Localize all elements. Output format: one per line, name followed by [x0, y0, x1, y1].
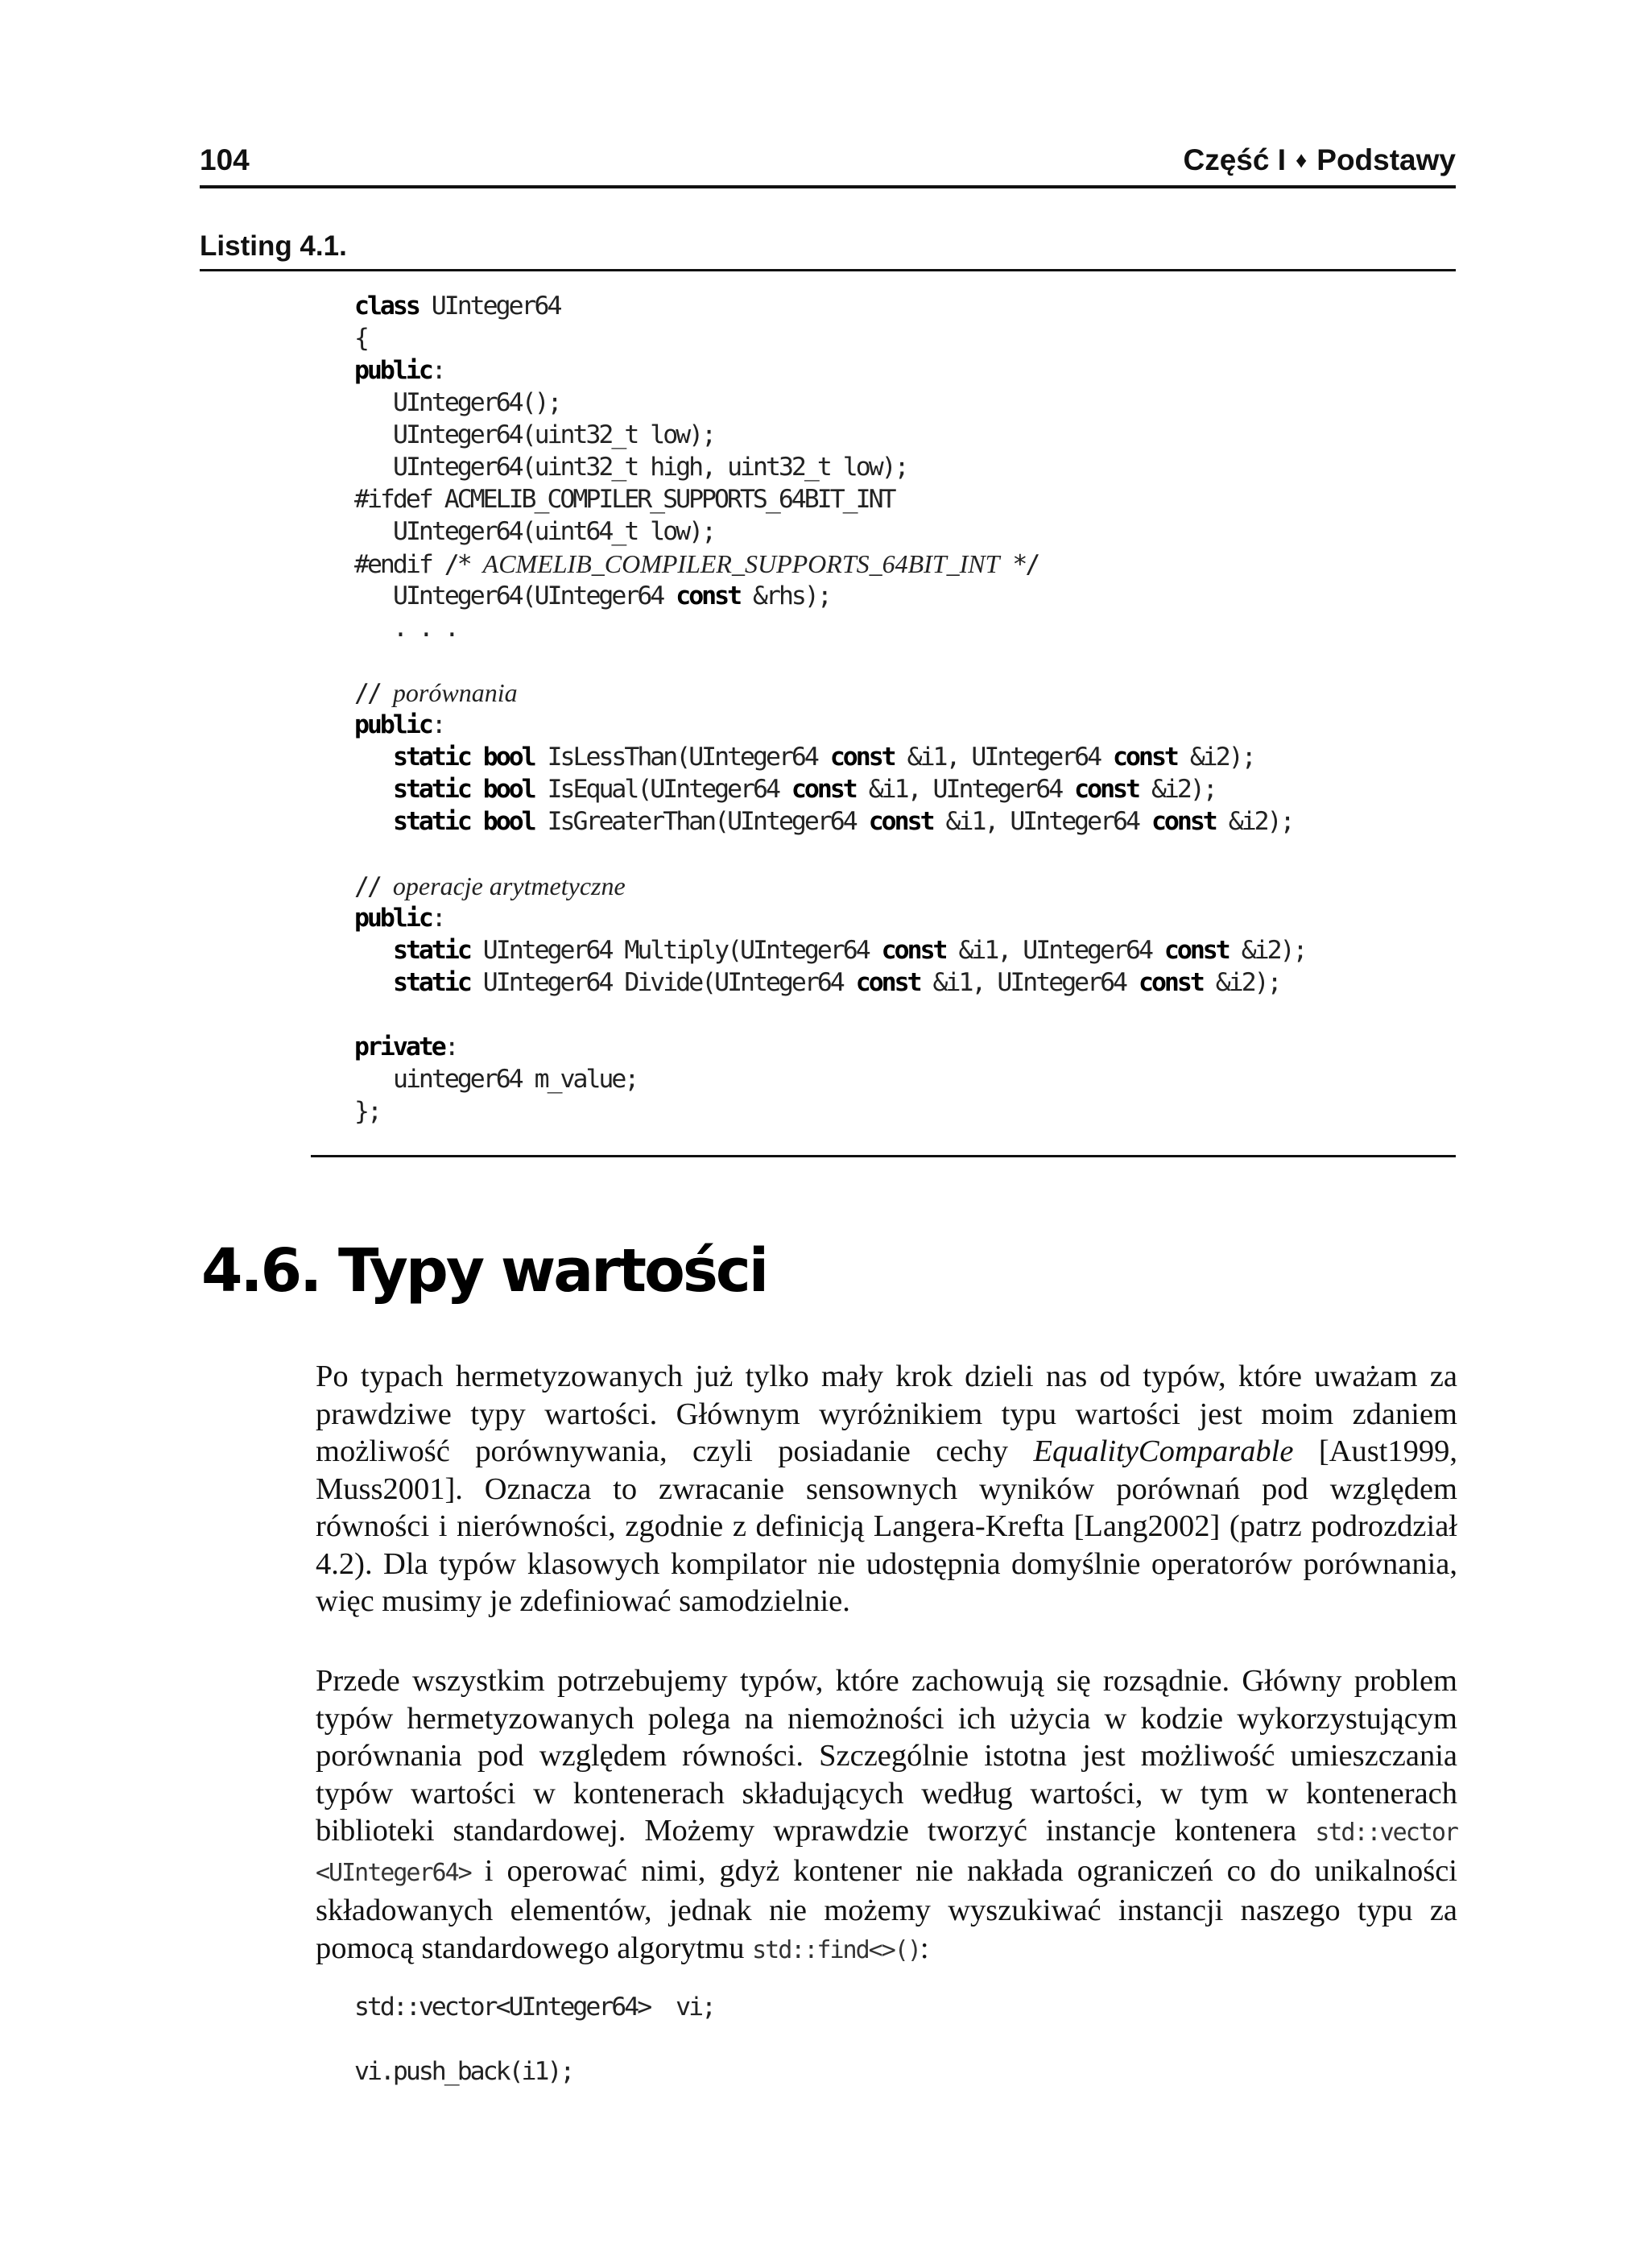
code-line	[354, 2023, 714, 2055]
body-paragraph-1	[316, 1358, 1457, 1620]
code-text	[470, 807, 483, 836]
code-text	[470, 743, 483, 772]
listing-title: Listing 4.1.	[200, 230, 347, 262]
inline-code: std::vector <UInteger64>	[316, 1819, 1457, 1887]
code-line	[354, 838, 1306, 870]
code-line	[354, 644, 1306, 677]
code-keyword: public	[354, 904, 432, 933]
code-line	[354, 387, 1306, 419]
part-title: Podstawy	[1316, 143, 1456, 176]
code-keyword: const	[676, 581, 741, 610]
code-text: &i2);	[1202, 968, 1280, 997]
code-text: :	[431, 356, 444, 385]
part-label: Część I	[1183, 143, 1286, 176]
code-keyword: bool	[482, 807, 535, 836]
code-keyword: private	[354, 1033, 444, 1062]
code-line	[354, 677, 1306, 709]
code-line	[354, 934, 1306, 966]
code-comment: porównania	[392, 678, 518, 707]
code-line	[354, 354, 1306, 387]
code-text: UInteger64	[418, 292, 560, 321]
code-keyword: const	[1138, 968, 1203, 997]
code-text: UInteger64();	[393, 388, 560, 417]
code-text: &i1, UInteger64	[855, 775, 1075, 804]
code-keyword: bool	[482, 743, 535, 772]
code-text	[470, 775, 483, 804]
code-text: IsGreaterThan(UInteger64	[534, 807, 869, 836]
code-text: &i2);	[1176, 743, 1254, 772]
code-text: &i2);	[1138, 775, 1216, 804]
code-text: UInteger64 Divide(UInteger64	[469, 968, 856, 997]
code-text: &i2);	[1215, 807, 1293, 836]
code-line	[354, 1063, 1306, 1095]
code-line	[354, 966, 1306, 999]
code-line	[354, 773, 1306, 805]
code-line	[354, 451, 1306, 483]
code-keyword: const	[791, 775, 856, 804]
code-text: */	[999, 550, 1039, 579]
code-text: UInteger64(uint64_t low);	[393, 517, 715, 546]
listing-code-block	[354, 290, 1306, 1128]
code-text: //	[354, 679, 393, 708]
code-text: UInteger64 Multiply(UInteger64	[469, 936, 882, 965]
emphasis-text: EqualityComparable	[1033, 1434, 1294, 1468]
code-text: UInteger64(UInteger64	[393, 581, 676, 610]
code-keyword: static	[393, 807, 470, 836]
code-text: . . .	[393, 614, 457, 643]
code-text: IsEqual(UInteger64	[534, 775, 791, 804]
code-keyword: const	[855, 968, 920, 997]
listing-caption	[200, 227, 1456, 271]
code-line	[354, 290, 1306, 322]
code-line	[354, 902, 1306, 934]
code-line	[354, 870, 1306, 902]
code-keyword: const	[829, 743, 895, 772]
code-text: &rhs);	[740, 581, 830, 610]
code-text: UInteger64(uint32_t low);	[393, 420, 715, 449]
code-line	[354, 709, 1306, 741]
code-text: :	[444, 1033, 457, 1062]
code-text: };	[354, 1097, 380, 1126]
code-keyword: public	[354, 356, 432, 385]
diamond-separator-icon: ♦	[1295, 147, 1308, 172]
code-text: UInteger64(uint32_t high, uint32_t low);	[393, 453, 907, 482]
code-line	[354, 1991, 714, 2023]
body-paragraph-2	[316, 1662, 1457, 1969]
code-text: IsLessThan(UInteger64	[534, 743, 830, 772]
code-keyword: const	[1151, 807, 1216, 836]
code-text: //	[354, 872, 393, 901]
code-comment: operacje arytmetyczne	[392, 871, 626, 900]
paragraph-text: Po typach hermetyzowanych już tylko mały krok dzieli nas od typów, które uważam za prawdziwe typy wartości. Głównym wyróżnikiem typu wartości jest moim zdaniem możliwość porównywania, czyli posiadanie cechy	[316, 1360, 1457, 1468]
code-text: &i1, UInteger64	[894, 743, 1114, 772]
code-keyword: const	[868, 807, 933, 836]
code-line	[354, 1031, 1306, 1063]
code-text: &i1, UInteger64	[932, 807, 1151, 836]
page-number: 104	[200, 143, 250, 176]
code-text: &i1, UInteger64	[945, 936, 1164, 965]
code-keyword: static	[393, 936, 470, 965]
running-head	[1183, 143, 1456, 177]
code-line	[354, 322, 1306, 354]
code-text: vi.push_back(i1);	[354, 2057, 573, 2086]
code-line	[354, 2055, 714, 2088]
code-keyword: const	[881, 936, 946, 965]
paragraph-text: [Aust1999, Muss2001]. Oznacza to zwracanie sensownych wyników porównań pod względem równości i nierówności, zgodnie z definicją Langera-Krefta [Lang2002] (patrz podrozdział 4.2). Dla typów klasowych kompilator nie udostępnia domyślnie operatorów porównania, więc musimy je zdefiniować samodzielnie.	[316, 1434, 1458, 1618]
code-line	[354, 515, 1306, 548]
code-line	[354, 1095, 1306, 1128]
code-text: std::vector<UInteger64> vi;	[354, 1993, 715, 2022]
code-line	[354, 999, 1306, 1031]
code-text: &i2);	[1228, 936, 1306, 965]
code-keyword: const	[1113, 743, 1177, 772]
code-line	[354, 419, 1306, 451]
page-header	[200, 139, 1456, 188]
code-keyword: static	[393, 775, 470, 804]
section-heading: 4.6. Typy wartości	[201, 1236, 767, 1306]
code-comment: ACMELIB_COMPILER_SUPPORTS_64BIT_INT	[482, 549, 1000, 578]
code-line	[354, 805, 1306, 838]
code-text: :	[431, 904, 444, 933]
code-text: &i1, UInteger64	[920, 968, 1139, 997]
code-text: #endif /*	[354, 550, 483, 579]
code-text: #ifdef ACMELIB_COMPILER_SUPPORTS_64BIT_INT	[354, 485, 895, 514]
code-keyword: static	[393, 968, 470, 997]
code-text: uinteger64 m_value;	[393, 1065, 638, 1094]
code-line	[354, 548, 1306, 580]
code-text: :	[431, 710, 444, 739]
paragraph-text: :	[920, 1931, 929, 1965]
code-line	[354, 483, 1306, 515]
code-keyword: bool	[482, 775, 535, 804]
code-snippet-block	[354, 1991, 714, 2088]
code-line	[354, 612, 1306, 644]
code-text: {	[354, 324, 367, 353]
code-line	[354, 580, 1306, 612]
code-keyword: public	[354, 710, 432, 739]
inline-code: std::find<>()	[752, 1935, 920, 1964]
listing-bottom-rule	[311, 1155, 1456, 1157]
code-line	[354, 741, 1306, 773]
paragraph-text: Przede wszystkim potrzebujemy typów, które zachowują się rozsądnie. Główny problem typów hermetyzowanych polega na niemożności ich użycia w kodzie wykorzystującym porównania pod względem równości. Szczególnie istotna jest możliwość umieszczania typów wartości w kontenerach składujących według wartości, w tym w kontenerach biblioteki standardowej. Możemy wprawdzie tworzyć instancje kontenera	[316, 1664, 1457, 1848]
code-keyword: const	[1163, 936, 1229, 965]
code-keyword: class	[354, 292, 419, 321]
code-keyword: static	[393, 743, 470, 772]
code-keyword: const	[1074, 775, 1139, 804]
paragraph-text: i operować nimi, gdyż kontener nie nakłada ograniczeń co do unikalności składowanych elementów, jednak nie możemy wyszukiwać instancji naszego typu za pomocą standardowego algorytmu	[316, 1853, 1457, 1965]
